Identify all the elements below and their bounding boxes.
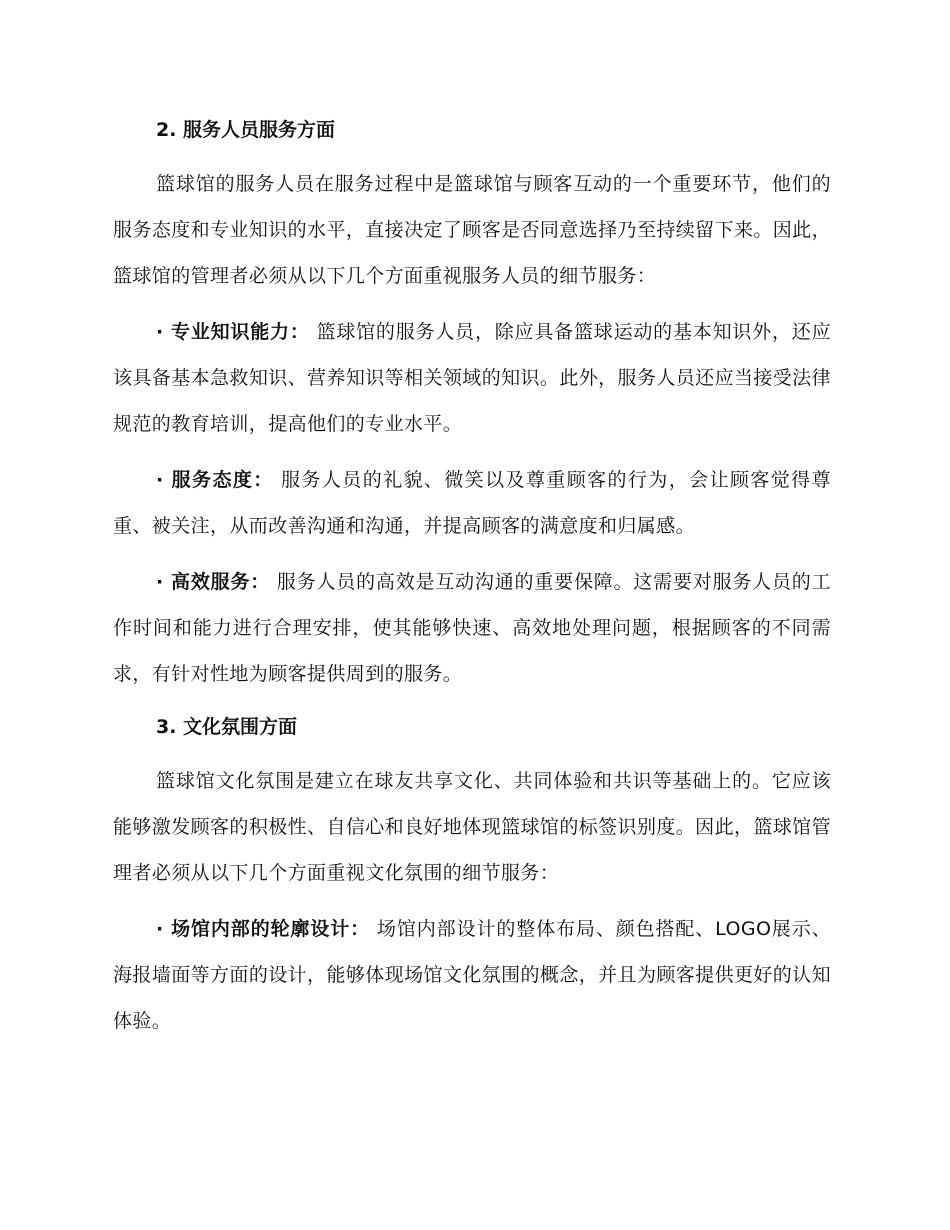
section-3-heading: 3. 文化氛围方面 [156, 716, 298, 738]
bullet-service-attitude [113, 457, 831, 549]
section-2-intro-paragraph: 篮球馆的服务人员在服务过程中是篮球馆与顾客互动的一个重要环节，他们的服务态度和专业知识的水平，直接决定了顾客是否同意选择乃至持续留下来。因此，篮球馆的管理者必须从以下几个方面重视服务人员的细节服务： [113, 173, 831, 287]
bullet-professional-knowledge [113, 309, 831, 447]
bullet-venue-interior-design [113, 906, 831, 1044]
bullet-efficient-service [113, 559, 831, 697]
bullet-text-service-attitude: 服务人员的礼貌、微笑以及尊重顾客的行为，会让顾客觉得尊重、被关注，从而改善沟通和沟通，并提高顾客的满意度和归属感。 [113, 469, 831, 537]
bullet-label-venue-interior-design: · 场馆内部的轮廓设计： [156, 918, 371, 940]
bullet-label-service-attitude: · 服务态度： [156, 469, 274, 491]
section-2-heading: 2. 服务人员服务方面 [156, 119, 336, 141]
bullet-label-professional-knowledge: · 专业知识能力： [156, 321, 310, 343]
bullet-text-efficient-service: 服务人员的高效是互动沟通的重要保障。这需要对服务人员的工作时间和能力进行合理安排，使其能够快速、高效地处理问题，根据顾客的不同需求，有针对性地为顾客提供周到的服务。 [113, 571, 831, 685]
section-3-intro-paragraph: 篮球馆文化氛围是建立在球友共享文化、共同体验和共识等基础上的。它应该能够激发顾客的积极性、自信心和良好地体现篮球馆的标签识别度。因此，篮球馆管理者必须从以下几个方面重视文化氛围的细节服务： [113, 770, 831, 884]
bullet-text-venue-interior-design: 场馆内部设计的整体布局、颜色搭配、LOGO展示、海报墙面等方面的设计，能够体现场馆文化氛围的概念，并且为顾客提供更好的认知体验。 [113, 918, 831, 1032]
bullet-label-efficient-service: · 高效服务： [156, 571, 271, 593]
bullet-text-professional-knowledge: 篮球馆的服务人员，除应具备篮球运动的基本知识外，还应该具备基本急救知识、营养知识等相关领域的知识。此外，服务人员还应当接受法律规范的教育培训，提高他们的专业水平。 [113, 321, 832, 435]
document-body [113, 108, 831, 1044]
